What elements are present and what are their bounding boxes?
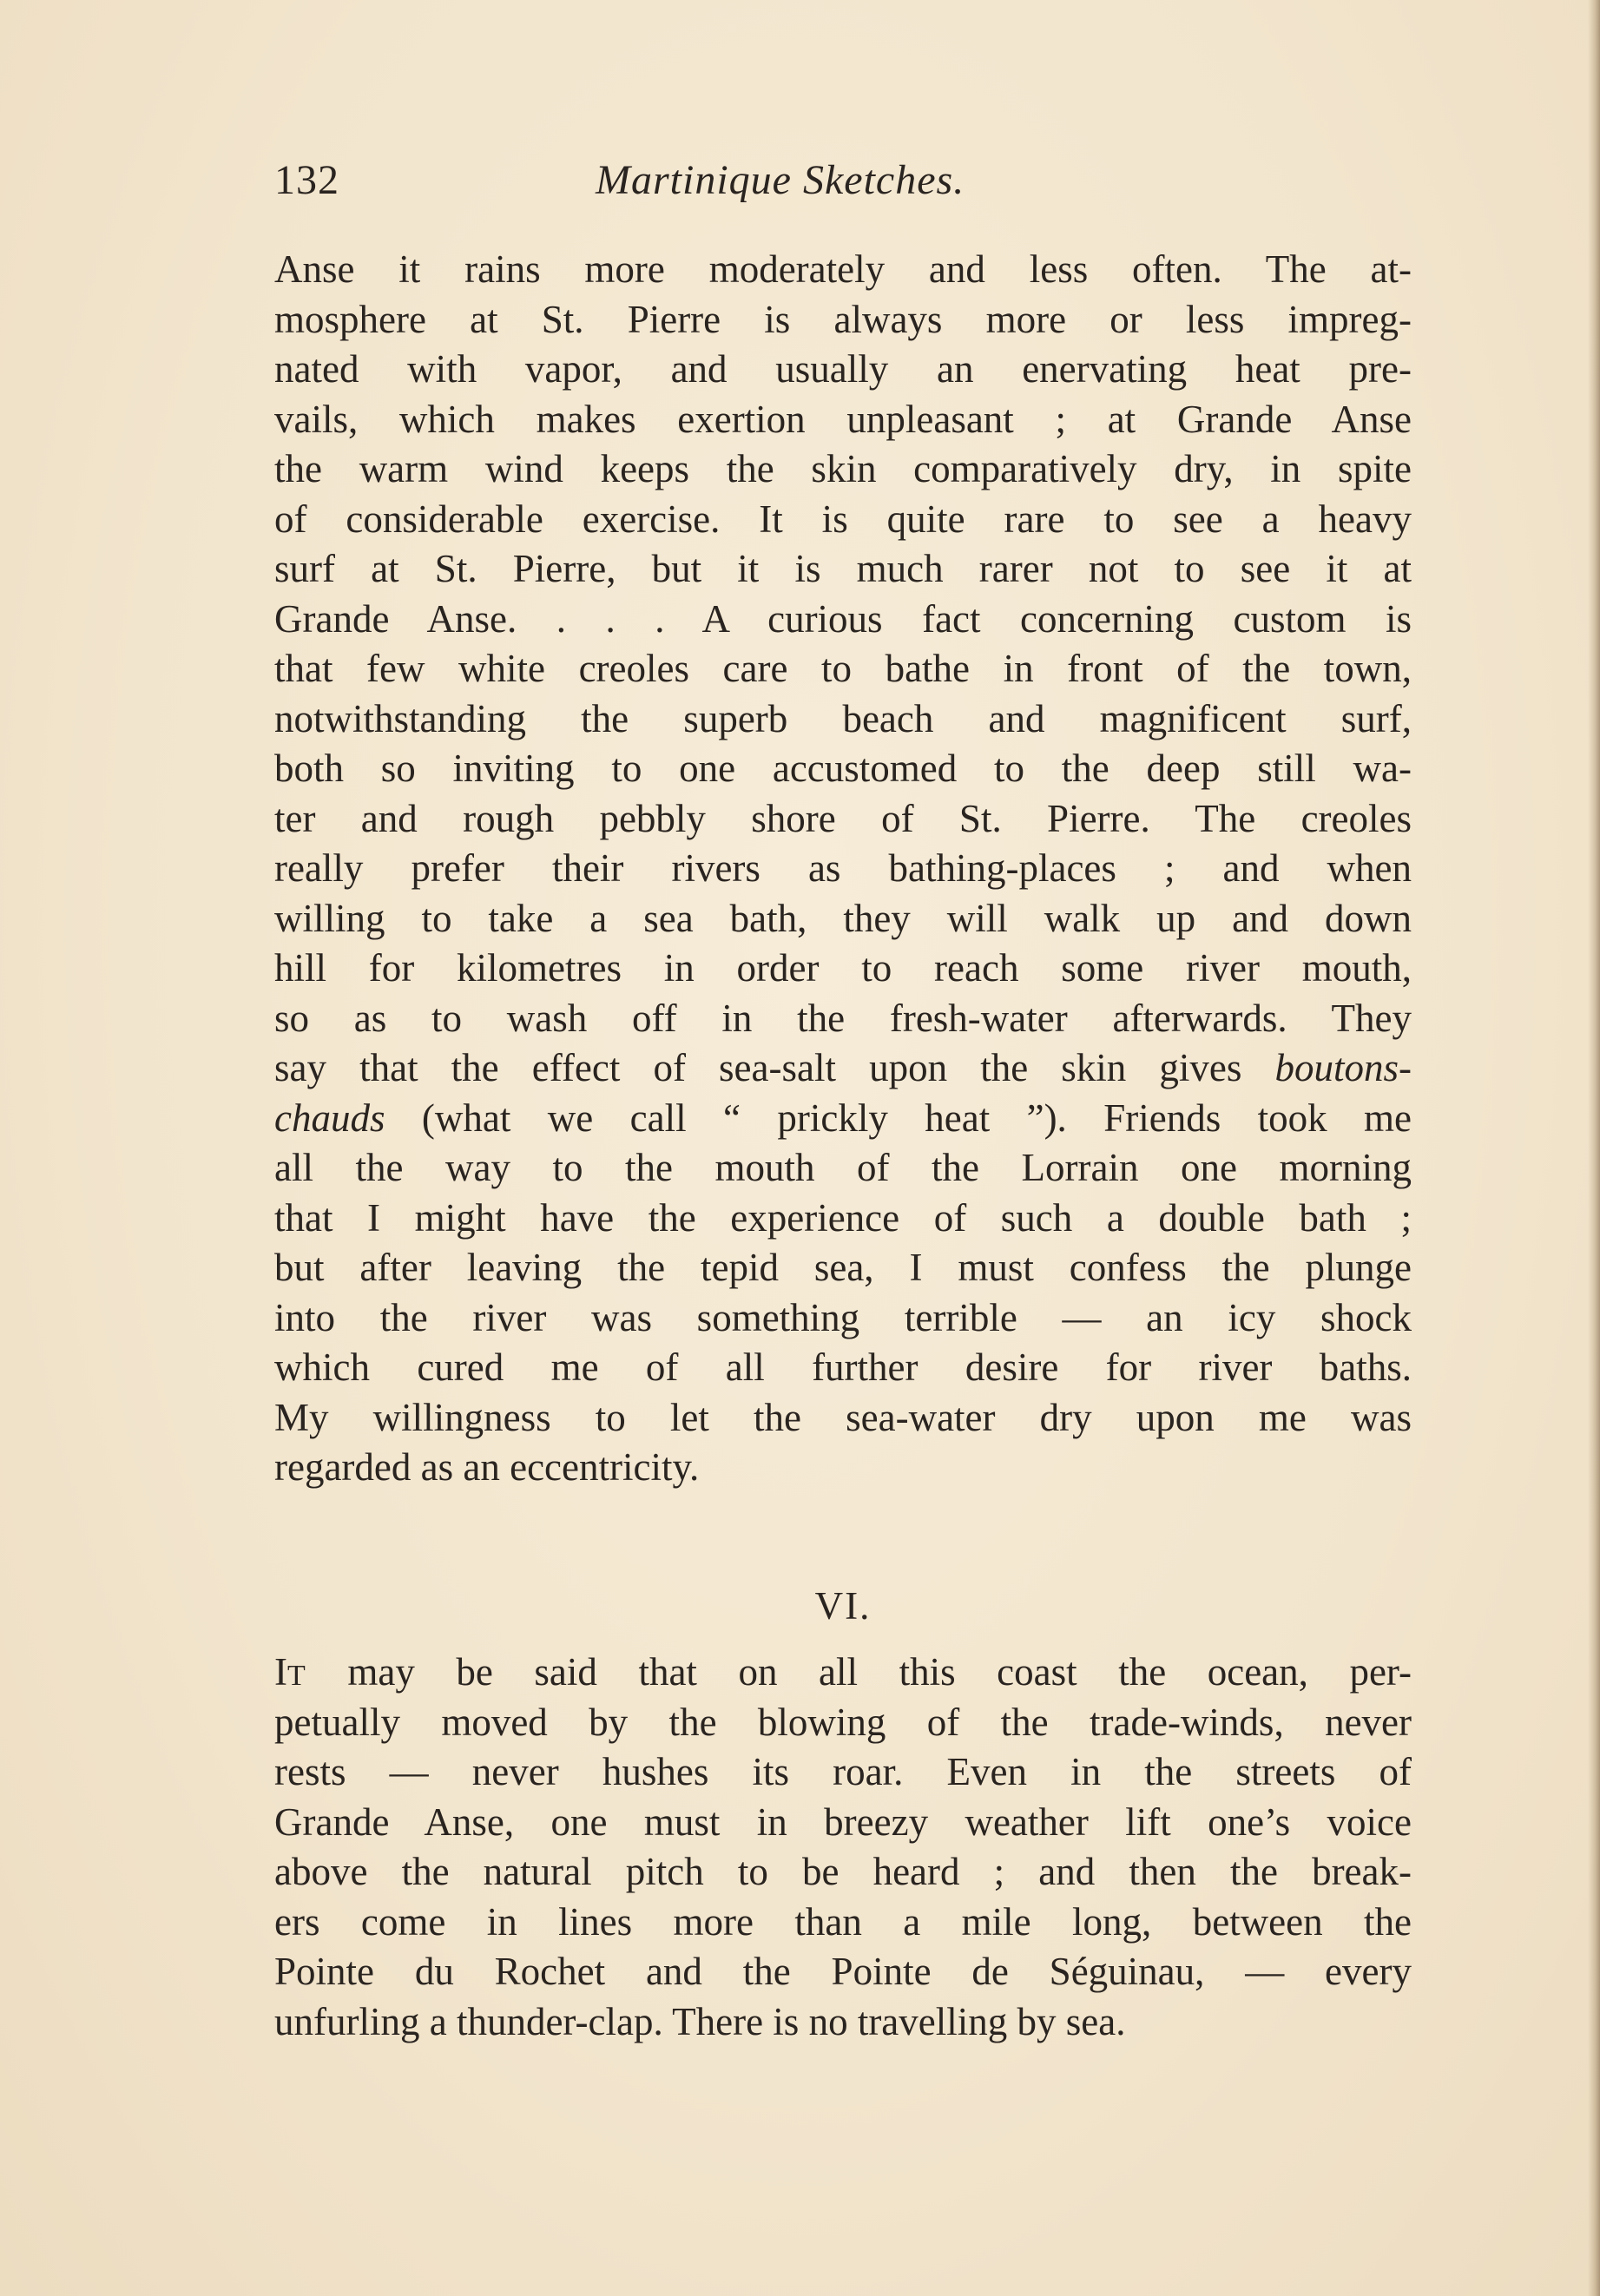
text-line: which cured me of all further desire for river baths. (274, 1345, 1412, 1389)
text-run: may be said that on all this coast the ocean, per- (306, 1650, 1412, 1694)
text-line: really prefer their rivers as bathing-places ; and when (274, 846, 1412, 890)
italic-term: boutons- (1274, 1046, 1412, 1089)
text-line: mosphere at St. Pierre is always more or less impreg- (274, 297, 1412, 341)
text-line: that few white creoles care to bathe in front of the town, (274, 647, 1412, 690)
text-line (274, 1648, 1412, 1698)
text-line: Pointe du Rochet and the Pointe de Séguinau, — every (274, 1950, 1412, 1993)
text-line: petually moved by the blowing of the trade-winds, never (274, 1700, 1412, 1744)
text-line: hill for kilometres in order to reach some river mouth, (274, 946, 1412, 990)
text-line: all the way to the mouth of the Lorrain one morning (274, 1146, 1412, 1189)
page-number: 132 (274, 157, 339, 203)
text-line: notwithstanding the superb beach and magnificent surf, (274, 696, 1412, 740)
text-line: rests — never hushes its roar. Even in the streets of (274, 1750, 1412, 1793)
text-line: willing to take a sea bath, they will walk up and down (274, 896, 1412, 940)
italic-term: chauds (274, 1095, 385, 1140)
text-run: (what we call “ prickly heat ”). Friends took me (385, 1095, 1412, 1140)
text-line: vails, which makes exertion unpleasant ; at Grande Anse (274, 397, 1412, 441)
page-header (274, 146, 1412, 215)
paragraph-1 (274, 245, 1412, 1493)
text-line (274, 1043, 1412, 1094)
text-line: the warm wind keeps the skin comparatively dry, in spite (274, 447, 1412, 490)
text-line: ers come in lines more than a mile long, between the (274, 1899, 1412, 1944)
text-line (274, 1094, 1412, 1144)
text-line: so as to wash off in the fresh-water afterwards. They (274, 996, 1412, 1040)
text-line: both so inviting to one accustomed to the deep still wa- (274, 747, 1412, 790)
text-line: surf at St. Pierre, but it is much rarer not to see it at (274, 547, 1412, 590)
section-heading: VI. (814, 1584, 872, 1628)
text-run: say that the effect of sea-salt upon the skin gives (274, 1046, 1275, 1089)
text-line: ter and rough pebbly shore of St. Pierre. The creoles (274, 796, 1412, 840)
small-caps-letter: T (287, 1660, 306, 1692)
page-edge-shadow (1588, 0, 1600, 2296)
text-line: above the natural pitch to be heard ; and then the break- (274, 1850, 1412, 1893)
drop-initial: I (274, 1650, 287, 1694)
paragraph-2 (274, 1648, 1412, 2047)
text-line: of considerable exercise. It is quite rare to see a heavy (274, 497, 1412, 541)
text-line: unfurling a thunder-clap. There is no travelling by sea. (274, 1999, 1126, 2043)
text-line: Anse it rains more moderately and less often. The at- (274, 247, 1412, 291)
text-line: nated with vapor, and usually an enervating heat pre- (274, 347, 1412, 391)
text-line: regarded as an eccentricity. (274, 1445, 700, 1489)
text-line: that I might have the experience of such a double bath ; (274, 1195, 1412, 1240)
running-title: Martinique Sketches. (596, 157, 965, 203)
text-line: My willingness to let the sea-water dry upon me was (274, 1395, 1412, 1439)
text-line: Grande Anse. . . . A curious fact concerning custom is (274, 596, 1412, 641)
text-line: but after leaving the tepid sea, I must confess the plunge (274, 1246, 1412, 1289)
text-line: Grande Anse, one must in breezy weather lift one’s voice (274, 1799, 1412, 1844)
text-line: into the river was something terrible — an icy shock (274, 1295, 1412, 1339)
